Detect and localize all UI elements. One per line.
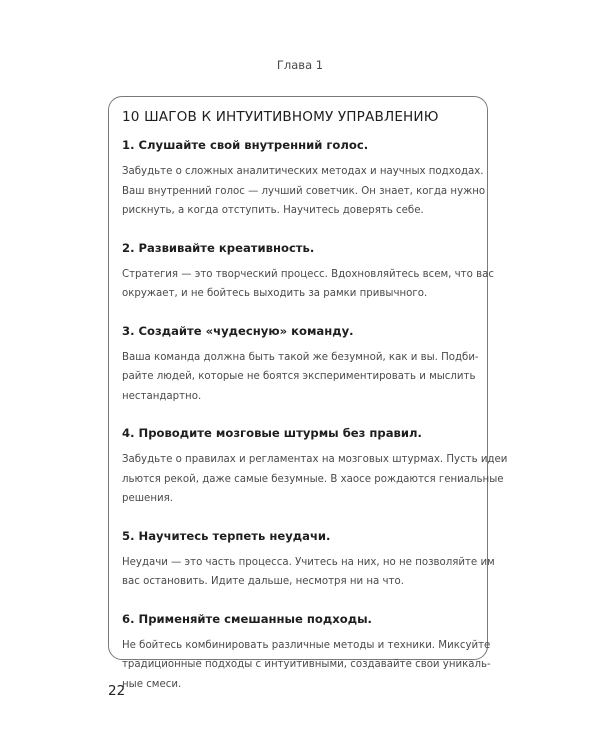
text-line: Стратегия — это творческий процесс. Вдохновляйтесь всем, что вас [122,268,494,280]
text-line: Не бойтесь комбинировать различные методы и техники. Миксуйте [122,639,491,651]
steps-box [108,96,508,690]
step-5 [122,528,495,592]
text-line: Ваша команда должна быть такой же безумной, как и вы. Подби- [122,351,479,363]
text-line: вас остановить. Идите дальше, несмотря ни на что. [122,576,404,587]
text-line: Неудачи — это часть процесса. Учитесь на них, но не позволяйте им [122,556,495,568]
step-title: 5. Научитесь терпеть неудачи. [122,528,331,543]
text-line: нестандартно. [122,390,202,402]
page-number: 22 [108,683,126,699]
box-title: 10 ШАГОВ К ИНТУИТИВНОМУ УПРАВЛЕНИЮ [122,109,439,125]
text-line: рискнуть, а когда отступить. Научитесь доверять себе. [122,205,424,216]
text-line: Забудьте о сложных аналитических методах и научных подходах. [122,166,484,177]
step-title: 2. Развивайте креативность. [122,240,315,255]
text-line: льются рекой, даже самые безумные. В хаосе рождаются гениальные [122,473,504,485]
step-2 [122,240,494,304]
step-title: 4. Проводите мозговые штурмы без правил. [122,426,422,440]
step-title: 6. Применяйте смешанные подходы. [122,611,372,626]
step-4 [122,426,508,509]
text-line: окружает, и не бойтесь выходить за рамки привычного. [122,288,428,299]
step-text [122,636,491,695]
text-line: традиционные подходы с интуитивными, создавайте свои уникаль- [122,659,491,670]
step-6 [122,611,491,695]
step-text [122,450,508,509]
step-title: 3. Создайте «чудесную» команду. [122,323,354,338]
step-1 [122,138,486,221]
running-header: Глава 1 [276,58,324,72]
step-title: 1. Слушайте свой внутренний голос. [122,138,369,152]
text-line: Ваш внутренний голос — лучший советчик. Он знает, когда нужно [122,185,486,197]
step-3 [122,323,479,407]
text-line: ные смеси. [122,678,182,690]
text-line: Забудьте о правилах и регламентах на мозговых штурмах. Пусть идеи [122,454,508,465]
step-text [122,553,495,592]
text-line: решения. [122,493,173,504]
step-text [122,162,486,221]
step-text [122,348,479,407]
step-text [122,265,494,304]
text-line: райте людей, которые не боятся экспериментировать и мыслить [122,371,476,382]
